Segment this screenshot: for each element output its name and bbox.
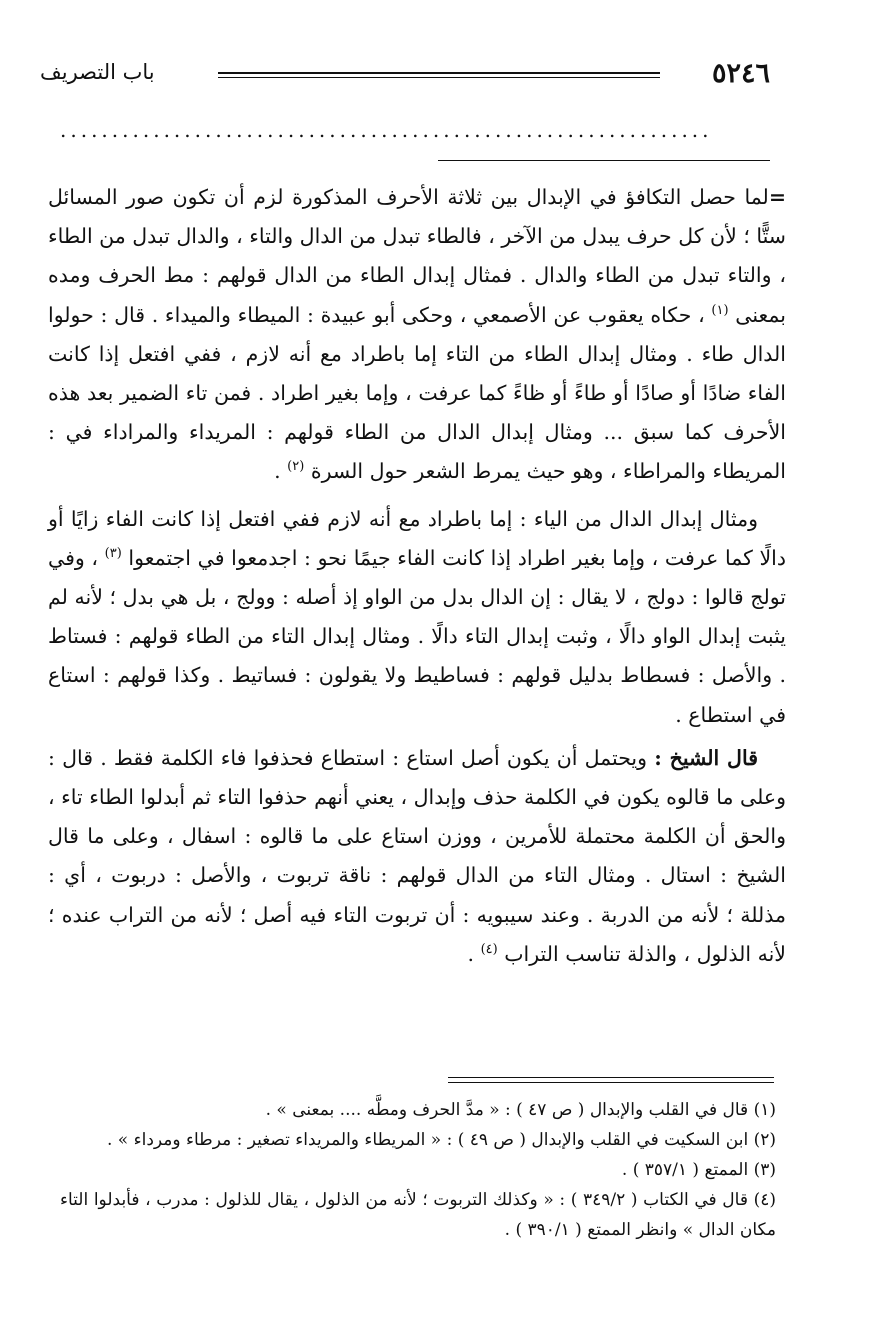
footnote-1: (١) قال في القلب والإبدال ( ص ٤٧ ) : « مدَّ الحرف ومطَّه .... بمعنى » . — [265, 1100, 776, 1120]
footnotes — [60, 1095, 776, 1245]
footnote-ref-1: (١) — [711, 302, 729, 318]
footnote-ref-2: (٢) — [287, 459, 305, 475]
paragraph-1-text: لما حصل التكافؤ في الإبدال بين ثلاثة الأحرف المذكورة لزم أن تكون صور المسائل ستًّا ؛ لأن كل حرف يبدل من الآخر ، فالطاء تبدل من الدال والتاء ، والدال تبدل من الطاء ، والتاء تبدل من الطاء والدال . فمثال إبدال الطاء من الدال قولهم : مط الحرف ومده بمعنى — [48, 185, 786, 327]
footnote-4: (٤) قال في الكتاب ( ٣٤٩/٢ ) : « وكذلك التربوت ؛ لأنه من الذلول ، يقال للذلول : مدرب ، فأبدلوا التاء مكان الدال » وانظر الممتع ( ٣٩٠/١ ) . — [60, 1190, 777, 1240]
footnote-ref-3: (٣) — [104, 546, 122, 561]
paragraph-3-text: ويحتمل أن يكون أصل استاع : استطاع فحذفوا فاء الكلمة فقط . قال : وعلى ما قالوه يكون في الكلمة حذف وإبدال ، يعني أنهم حذفوا التاء ثم أبدلوا الطاء تاء ، والحق أن الكلمة محتملة للأمرين ، ووزن استاع على ما قالوه : اسفال ، وعلى ما قال الشيخ : استال . ومثال التاء من الدال قولهم : ناقة تربوت ، والأصل : دربوت ، أي : مذللة ؛ لأنه من الدربة . وعند سيبويه : أن تربوت التاء فيه أصل ؛ لأنه من التراب عنده ؛ لأنه الذلول ، والذلة تناسب التراب — [48, 745, 786, 966]
page-number: ٥٢٤٦ — [711, 58, 770, 89]
continuation-rule — [438, 160, 770, 161]
paragraph-3 — [48, 739, 786, 974]
paragraph-1 — [48, 178, 786, 492]
chapter-title: باب التصريف — [40, 60, 155, 84]
paragraph-2-text-b: ، وفي تولج قالوا : دولج ، لا يقال : إن الدال بدل من الواو إذ أصله : وولج ، بل هي بدل ؛ لأنه لم يثبت إبدال الواو دالًا ، وثبت إبدال التاء دالًا . ومثال إبدال التاء من الطاء قولهم : فستاط . والأصل : فسطاط بدليل قولهم : فساطيط ولا يقولون : فساتيط . وكذا قولهم : استاع في استطاع . — [48, 545, 786, 727]
header-rule — [218, 72, 660, 78]
paragraph-3-end: . — [467, 941, 475, 966]
footnote-rule — [448, 1077, 774, 1078]
footnote-ref-4: (٤) — [480, 942, 498, 958]
footnote-2: (٢) ابن السكيت في القلب والإبدال ( ص ٤٩ ) : « المريطاء والمريداء تصغير : مرطاء ومرداء » . — [107, 1130, 776, 1150]
paragraph-1-text-b: ، حكاه يعقوب عن الأصمعي ، وحكى أبو عبيدة : الميطاء والميداء . قال : حولوا الدال طاء . ومثال إبدال الطاء من التاء إما باطراد مع أنه لازم ، ففي افتعل إذا كانت الفاء ضادًا أو صادًا أو طاءً أو ظاءً كما عرفت ، وإما بغير اطراد . فمن تاء الضمير بعد هذه الأحرف كما سبق ... ومثال إبدال الدال من الطاء قولهم : المريداء والمراداء في : المريطاء والمراطاء ، وهو حيث يمرط الشعر حول السرة — [48, 302, 786, 484]
continuation-mark: = — [768, 185, 786, 209]
paragraph-3-lead: قال الشيخ : — [654, 745, 758, 770]
separator-dots: ............................................................... — [60, 118, 713, 138]
footnote-3: (٣) الممتع ( ٣٥٧/١ ) . — [621, 1160, 776, 1180]
paragraph-2 — [48, 500, 786, 735]
running-header — [40, 58, 770, 98]
paragraph-2-text: ومثال إبدال الدال من الياء : إما باطراد مع أنه لازم ففي افتعل إذا كانت الفاء زايًا أو دالًا كما عرفت ، وإما بغير اطراد إذا كانت الفاء جيمًا نحو : اجدمعوا في اجتمعوا — [48, 506, 786, 570]
footnote-rule-inner — [448, 1082, 774, 1083]
paragraph-1-end: . — [274, 459, 281, 484]
main-text — [48, 178, 786, 974]
